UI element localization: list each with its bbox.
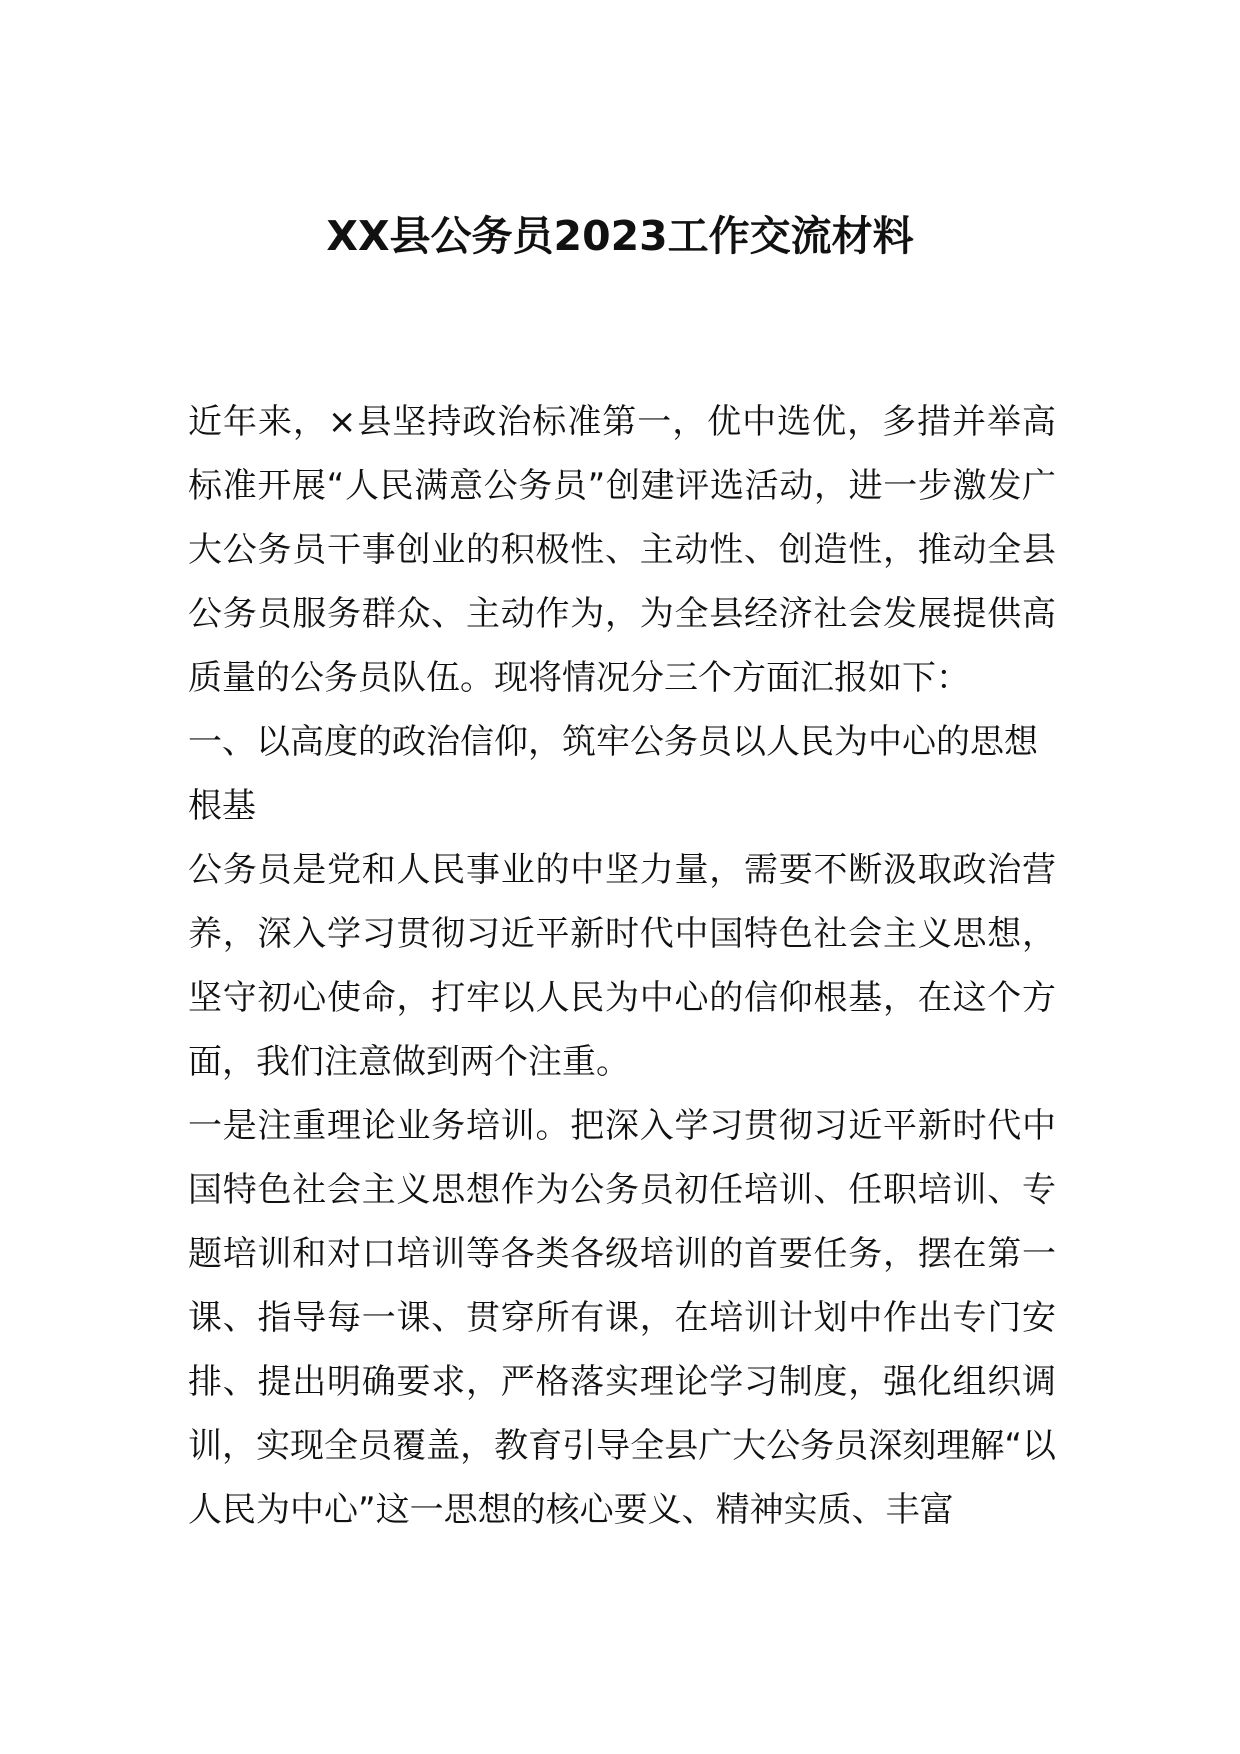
paragraph-section-1: 公务员是党和人民事业的中坚力量，需要不断汲取政治营养，深入学习贯彻习近平新时代中国特色社会主义思想，坚守初心使命，打牢以人民为中心的信仰根基，在这个方面，我们注意做到两个注重。: [188, 850, 1056, 1082]
paragraph-intro: 近年来，×县坚持政治标准第一，优中选优，多措并举高标准开展“人民满意公务员”创建评选活动，进一步激发广大公务员干事创业的积极性、主动性、创造性，推动全县公务员服务群众、主动作为，为全县经济社会发展提供高质量的公务员队伍。现将情况分三个方面汇报如下：: [188, 402, 1056, 698]
section-heading-1: 一、以高度的政治信仰，筑牢公务员以人民为中心的思想根基: [188, 722, 1038, 826]
document-title: XX县公务员2023工作交流材料: [326, 212, 914, 260]
paragraph-point-1: 一是注重理论业务培训。把深入学习贯彻习近平新时代中国特色社会主义思想作为公务员初任培训、任职培训、专题培训和对口培训等各类各级培训的首要任务，摆在第一课、指导每一课、贯穿所有课，在培训计划中作出专门安排、提出明确要求，严格落实理论学习制度，强化组织调训，实现全员覆盖，教育引导全县广大公务员深刻理解“以人民为中心”这一思想的核心要义、精神实质、丰富: [188, 1106, 1056, 1530]
document-body: [188, 390, 1056, 1542]
